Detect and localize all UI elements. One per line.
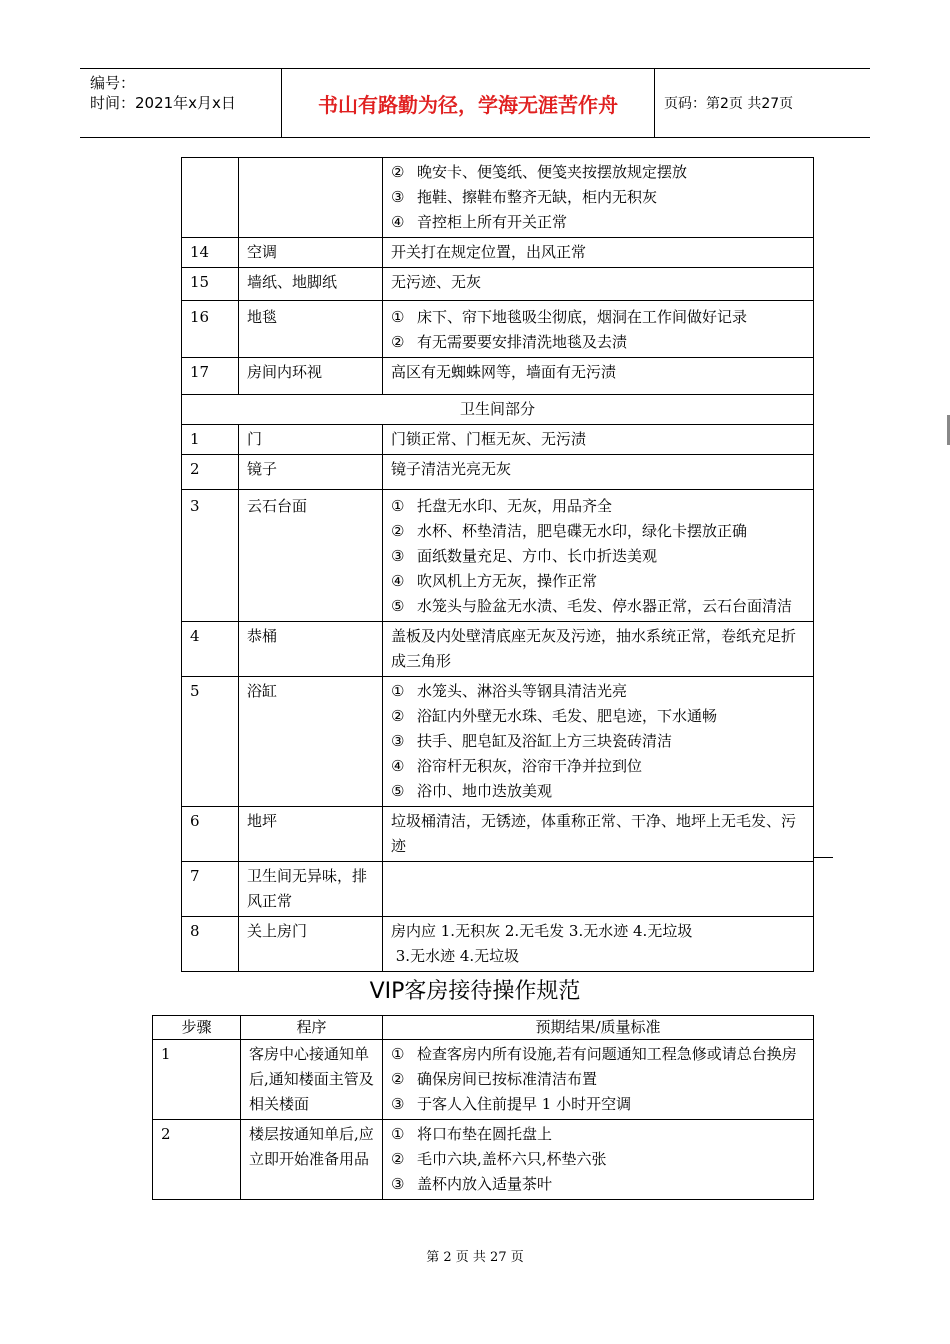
table-row	[182, 622, 814, 677]
table-row	[182, 158, 814, 238]
table-cell: 7	[182, 862, 239, 917]
table-cell: 6	[182, 807, 239, 862]
table-row	[182, 425, 814, 455]
list-item: ④ 浴帘杆无积灰，浴帘干净并拉到位	[391, 757, 643, 775]
table-cell: 地毯	[239, 301, 383, 358]
number-label: 编号：	[90, 74, 136, 92]
table-cell: 步骤	[153, 1016, 241, 1040]
table-cell: 2	[182, 455, 239, 490]
list-item: ③ 拖鞋、擦鞋布整齐无缺，柜内无积灰	[391, 188, 658, 206]
page-footer: 第 2 页 共 27 页	[426, 1250, 524, 1265]
table-cell: 5	[182, 677, 239, 807]
table-row	[182, 807, 814, 862]
table-row	[182, 301, 814, 358]
table-cell: 卫生间无异味，排风正常	[239, 862, 383, 917]
table-cell: 关上房门	[239, 917, 383, 972]
list-item: ③ 扶手、肥皂缸及浴缸上方三块瓷砖清洁	[391, 732, 673, 750]
list-item: ② 晚安卡、便笺纸、便笺夹按摆放规定摆放	[391, 163, 688, 181]
table-cell: 无污迹、无灰	[383, 268, 814, 301]
table-cell: 楼层按通知单后,应立即开始准备用品	[241, 1120, 383, 1200]
header-motto: 书山有路勤为径，学海无涯苦作舟	[282, 69, 655, 137]
table-cell: 3	[182, 490, 239, 622]
table-row	[182, 358, 814, 395]
header-page-label: 页码：第2页 共27页	[664, 96, 794, 112]
list-item: ③ 盖杯内放入适量茶叶	[391, 1175, 553, 1193]
time-label: 时间：2021年x月x日	[90, 94, 236, 112]
table-cell: 高区有无蜘蛛网等，墙面有无污渍	[383, 358, 814, 395]
table-cell: 14	[182, 238, 239, 268]
list-item: ① 床下、帘下地毯吸尘彻底，烟洞在工作间做好记录	[391, 308, 748, 326]
list-item: ④ 吹风机上方无灰，操作正常	[391, 572, 598, 590]
list-item: ② 毛巾六块,盖杯六只,杯垫六张	[391, 1150, 607, 1168]
list-item: ③ 面纸数量充足、方巾、长巾折迭美观	[391, 547, 658, 565]
table-cell: 墙纸、地脚纸	[239, 268, 383, 301]
table-row	[182, 455, 814, 490]
table-cell: 预期结果/质量标准	[383, 1016, 814, 1040]
vip-procedure-table	[152, 1015, 814, 1200]
list-item: ④ 音控柜上所有开关正常	[391, 213, 568, 231]
table-row: 8 关上房门 房内应 1.无积灰 2.无毛发 3.无水迹 4.无垃圾 3.无水迹 4.无垃圾	[182, 917, 814, 972]
table-cell: 房间内环视	[239, 358, 383, 395]
table-row	[182, 490, 814, 622]
table-cell: 浴缸	[239, 677, 383, 807]
table-cell: 垃圾桶清洁，无锈迹，体重称正常、干净、地坪上无毛发、污迹	[383, 807, 814, 862]
list-item: ③ 于客人入住前提早 1 小时开空调	[391, 1095, 632, 1113]
table-cell: 1	[182, 425, 239, 455]
table-cell	[383, 862, 814, 917]
list-item: ⑤ 浴巾、地巾迭放美观	[391, 782, 553, 800]
list-item: ① 检查客房内所有设施,若有问题通知工程急修或请总台换房	[391, 1045, 797, 1063]
page-header	[80, 68, 870, 138]
table-cell: 16	[182, 301, 239, 358]
list-item: ② 浴缸内外壁无水珠、毛发、肥皂迹，下水通畅	[391, 707, 718, 725]
list-item: ② 确保房间已按标准清洁布置	[391, 1070, 598, 1088]
table-header-row	[153, 1016, 814, 1040]
table-cell: 1	[153, 1040, 241, 1120]
table-cell: 门	[239, 425, 383, 455]
section-row	[182, 395, 814, 425]
header-meta	[80, 69, 282, 137]
list-item: ② 有无需要要安排清洗地毯及去渍	[391, 333, 628, 351]
table-cell: 17	[182, 358, 239, 395]
table-cell: 门锁正常、门框无灰、无污渍	[383, 425, 814, 455]
table-row	[153, 1120, 814, 1200]
table-cell: 客房中心接通知单后,通知楼面主管及相关楼面	[241, 1040, 383, 1120]
list-item: ⑤ 水笼头与脸盆无水渍、毛发、停水器正常，云石台面清洁	[391, 597, 793, 615]
table-cell: 15	[182, 268, 239, 301]
cell-items	[383, 158, 814, 238]
list-item: ① 托盘无水印、无灰，用品齐全	[391, 497, 613, 515]
table-line-overhang	[813, 857, 833, 858]
table-cell: 2	[153, 1120, 241, 1200]
list-item: ① 水笼头、淋浴头等钢具清洁光亮	[391, 682, 628, 700]
table-cell: 镜子清洁光亮无灰	[383, 455, 814, 490]
list-item: ② 水杯、杯垫清洁，肥皂碟无水印，绿化卡摆放正确	[391, 522, 748, 540]
list-item: ① 将口布垫在圆托盘上	[391, 1125, 553, 1143]
table-cell: 程序	[241, 1016, 383, 1040]
table-cell: 恭桶	[239, 622, 383, 677]
table-row	[153, 1040, 814, 1120]
table-cell: 盖板及内处壁清底座无灰及污迹，抽水系统正常，卷纸充足折成三角形	[383, 622, 814, 677]
room-inspection-table	[181, 157, 814, 972]
table-cell: 云石台面	[239, 490, 383, 622]
table-cell: 8	[182, 917, 239, 972]
section2-title: VIP客房接待操作规范	[369, 979, 581, 1004]
table-cell: 开关打在规定位置，出风正常	[383, 238, 814, 268]
table-row	[182, 268, 814, 301]
section-title: 卫生间部分	[182, 395, 814, 425]
table-row	[182, 862, 814, 917]
table-row	[182, 238, 814, 268]
table-cell: 镜子	[239, 455, 383, 490]
table-cell: 空调	[239, 238, 383, 268]
table-row	[182, 677, 814, 807]
table-cell: 地坪	[239, 807, 383, 862]
table-cell: 4	[182, 622, 239, 677]
